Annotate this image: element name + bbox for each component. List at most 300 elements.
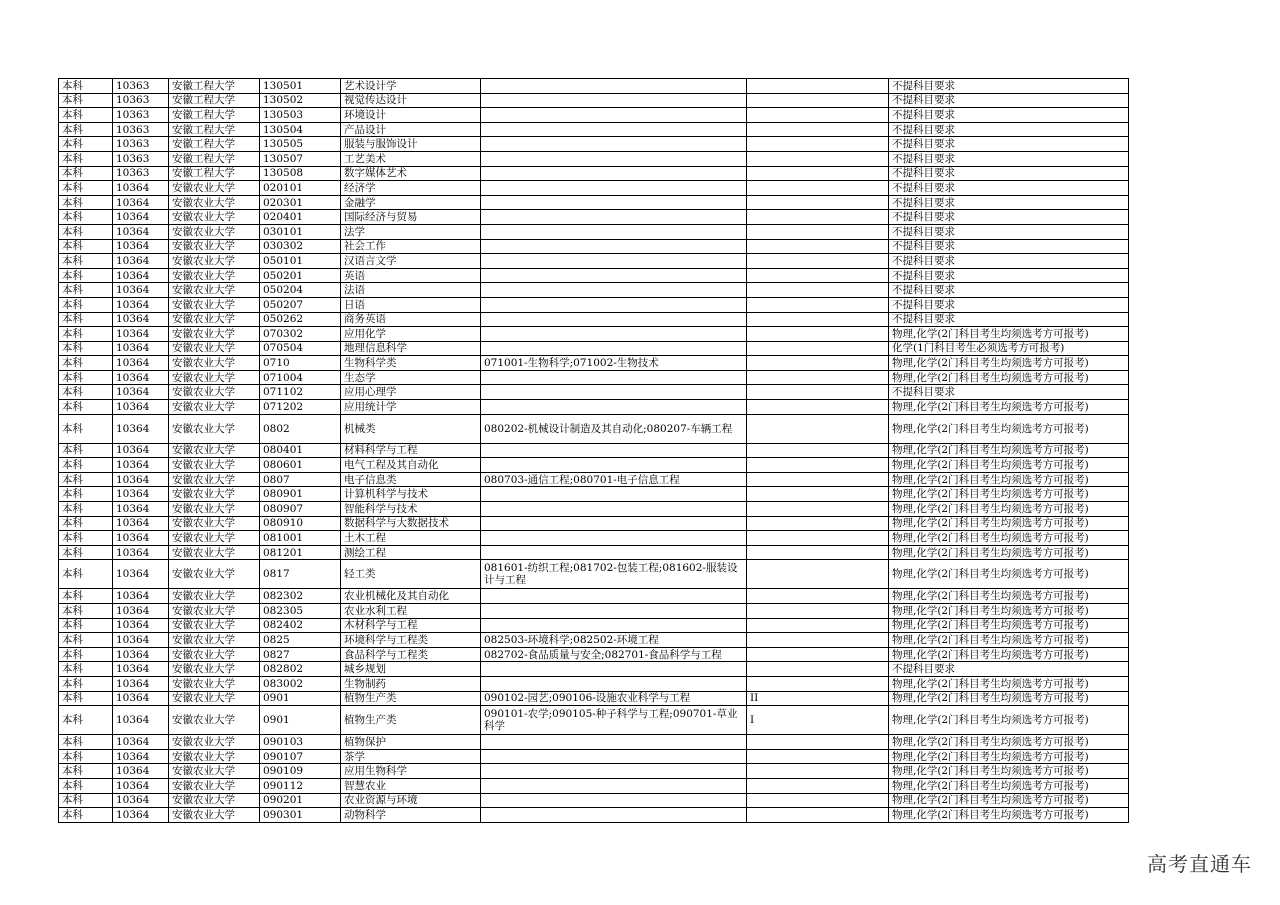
table-row — [59, 735, 1129, 750]
school-name-cell: 安徽农业大学 — [169, 181, 260, 196]
major-name-cell: 生物科学类 — [341, 356, 481, 371]
subject-requirement-cell: 物理,化学(2门科目考生均须选考方可报考) — [889, 414, 1129, 443]
table-row — [59, 283, 1129, 298]
group-cell — [747, 224, 889, 239]
subject-requirement-cell: 物理,化学(2门科目考生均须选考方可报考) — [889, 589, 1129, 604]
subject-requirement-cell: 不提科目要求 — [889, 283, 1129, 298]
school-code-cell: 10364 — [113, 181, 169, 196]
subject-requirement-cell: 物理,化学(2门科目考生均须选考方可报考) — [889, 604, 1129, 619]
group-cell — [747, 283, 889, 298]
school-name-cell: 安徽农业大学 — [169, 633, 260, 648]
subject-requirement-cell: 物理,化学(2门科目考生均须选考方可报考) — [889, 618, 1129, 633]
level-cell: 本科 — [59, 778, 113, 793]
major-name-cell: 金融学 — [341, 195, 481, 210]
school-name-cell: 安徽农业大学 — [169, 793, 260, 808]
group-cell — [747, 195, 889, 210]
table-row — [59, 356, 1129, 371]
group-cell — [747, 385, 889, 400]
table-row — [59, 604, 1129, 619]
major-code-cell: 0901 — [260, 691, 341, 706]
school-name-cell: 安徽农业大学 — [169, 808, 260, 823]
school-name-cell: 安徽农业大学 — [169, 749, 260, 764]
school-code-cell: 10363 — [113, 122, 169, 137]
school-name-cell: 安徽工程大学 — [169, 151, 260, 166]
included-majors-cell — [481, 268, 747, 283]
school-name-cell: 安徽农业大学 — [169, 618, 260, 633]
included-majors-cell — [481, 443, 747, 458]
school-name-cell: 安徽农业大学 — [169, 224, 260, 239]
group-cell — [747, 589, 889, 604]
school-code-cell: 10364 — [113, 502, 169, 517]
major-code-cell: 090201 — [260, 793, 341, 808]
subject-requirement-cell: 物理,化学(2门科目考生均须选考方可报考) — [889, 793, 1129, 808]
major-name-cell: 数字媒体艺术 — [341, 166, 481, 181]
school-code-cell: 10364 — [113, 414, 169, 443]
school-name-cell: 安徽农业大学 — [169, 341, 260, 356]
level-cell: 本科 — [59, 414, 113, 443]
school-name-cell: 安徽农业大学 — [169, 676, 260, 691]
subject-requirement-cell: 不提科目要求 — [889, 195, 1129, 210]
school-code-cell: 10364 — [113, 808, 169, 823]
major-name-cell: 农业资源与环境 — [341, 793, 481, 808]
table-row — [59, 647, 1129, 662]
subject-requirement-cell: 物理,化学(2门科目考生均须选考方可报考) — [889, 502, 1129, 517]
subject-requirement-cell: 物理,化学(2门科目考生均须选考方可报考) — [889, 735, 1129, 750]
school-code-cell: 10364 — [113, 487, 169, 502]
included-majors-cell — [481, 108, 747, 123]
major-name-cell: 应用心理学 — [341, 385, 481, 400]
major-code-cell: 130507 — [260, 151, 341, 166]
level-cell: 本科 — [59, 735, 113, 750]
level-cell: 本科 — [59, 137, 113, 152]
included-majors-cell — [481, 195, 747, 210]
table-row — [59, 79, 1129, 94]
major-code-cell: 083002 — [260, 676, 341, 691]
level-cell: 本科 — [59, 400, 113, 415]
level-cell: 本科 — [59, 341, 113, 356]
school-name-cell: 安徽工程大学 — [169, 122, 260, 137]
included-majors-cell — [481, 370, 747, 385]
group-cell — [747, 400, 889, 415]
table-row — [59, 122, 1129, 137]
school-code-cell: 10364 — [113, 618, 169, 633]
included-majors-cell — [481, 166, 747, 181]
table-row — [59, 166, 1129, 181]
school-name-cell: 安徽农业大学 — [169, 239, 260, 254]
subject-requirement-cell: 物理,化学(2门科目考生均须选考方可报考) — [889, 487, 1129, 502]
included-majors-cell — [481, 778, 747, 793]
table-row — [59, 676, 1129, 691]
included-majors-cell — [481, 808, 747, 823]
group-cell — [747, 239, 889, 254]
major-name-cell: 植物保护 — [341, 735, 481, 750]
major-name-cell: 国际经济与贸易 — [341, 210, 481, 225]
school-code-cell: 10364 — [113, 647, 169, 662]
school-code-cell: 10364 — [113, 749, 169, 764]
group-cell — [747, 297, 889, 312]
major-name-cell: 土木工程 — [341, 531, 481, 546]
group-cell — [747, 749, 889, 764]
school-name-cell: 安徽农业大学 — [169, 356, 260, 371]
major-code-cell: 082305 — [260, 604, 341, 619]
subject-requirement-cell: 物理,化学(2门科目考生均须选考方可报考) — [889, 778, 1129, 793]
group-cell — [747, 108, 889, 123]
major-name-cell: 社会工作 — [341, 239, 481, 254]
school-name-cell: 安徽农业大学 — [169, 706, 260, 735]
school-name-cell: 安徽农业大学 — [169, 327, 260, 342]
level-cell: 本科 — [59, 239, 113, 254]
school-code-cell: 10364 — [113, 210, 169, 225]
included-majors-cell — [481, 283, 747, 298]
group-cell — [747, 735, 889, 750]
group-cell — [747, 676, 889, 691]
level-cell: 本科 — [59, 516, 113, 531]
group-cell — [747, 764, 889, 779]
school-code-cell: 10364 — [113, 793, 169, 808]
group-cell — [747, 647, 889, 662]
school-name-cell: 安徽农业大学 — [169, 443, 260, 458]
table-row — [59, 195, 1129, 210]
group-cell — [747, 210, 889, 225]
group-cell — [747, 545, 889, 560]
table-row — [59, 808, 1129, 823]
level-cell: 本科 — [59, 531, 113, 546]
school-code-cell: 10364 — [113, 327, 169, 342]
included-majors-cell — [481, 764, 747, 779]
group-cell — [747, 604, 889, 619]
school-name-cell: 安徽农业大学 — [169, 268, 260, 283]
subject-requirement-cell: 不提科目要求 — [889, 224, 1129, 239]
included-majors-cell — [481, 735, 747, 750]
included-majors-cell: 081601-纺织工程;081702-包装工程;081602-服装设计与工程 — [481, 560, 747, 589]
school-code-cell: 10364 — [113, 604, 169, 619]
included-majors-cell — [481, 458, 747, 473]
table-row — [59, 516, 1129, 531]
table-row — [59, 414, 1129, 443]
major-code-cell: 0901 — [260, 706, 341, 735]
subject-requirement-cell: 物理,化学(2门科目考生均须选考方可报考) — [889, 327, 1129, 342]
group-cell — [747, 618, 889, 633]
subject-requirement-cell: 物理,化学(2门科目考生均须选考方可报考) — [889, 516, 1129, 531]
school-code-cell: 10364 — [113, 662, 169, 677]
group-cell — [747, 327, 889, 342]
school-code-cell: 10363 — [113, 137, 169, 152]
level-cell: 本科 — [59, 166, 113, 181]
major-code-cell: 020101 — [260, 181, 341, 196]
major-code-cell: 030101 — [260, 224, 341, 239]
subject-requirement-cell: 不提科目要求 — [889, 79, 1129, 94]
major-name-cell: 生态学 — [341, 370, 481, 385]
major-name-cell: 农业机械化及其自动化 — [341, 589, 481, 604]
subject-requirement-cell: 不提科目要求 — [889, 385, 1129, 400]
major-code-cell: 130508 — [260, 166, 341, 181]
school-name-cell: 安徽农业大学 — [169, 778, 260, 793]
school-code-cell: 10364 — [113, 545, 169, 560]
subject-requirement-cell: 物理,化学(2门科目考生均须选考方可报考) — [889, 458, 1129, 473]
table-body — [59, 79, 1129, 823]
school-code-cell: 10364 — [113, 283, 169, 298]
included-majors-cell — [481, 137, 747, 152]
school-code-cell: 10364 — [113, 706, 169, 735]
table-row — [59, 531, 1129, 546]
subject-requirement-cell: 物理,化学(2门科目考生均须选考方可报考) — [889, 749, 1129, 764]
major-code-cell: 082402 — [260, 618, 341, 633]
level-cell: 本科 — [59, 254, 113, 269]
school-code-cell: 10364 — [113, 312, 169, 327]
subject-requirement-cell: 不提科目要求 — [889, 239, 1129, 254]
major-name-cell: 经济学 — [341, 181, 481, 196]
table-row — [59, 662, 1129, 677]
included-majors-cell — [481, 618, 747, 633]
table-row — [59, 443, 1129, 458]
level-cell: 本科 — [59, 793, 113, 808]
school-code-cell: 10363 — [113, 108, 169, 123]
major-code-cell: 071202 — [260, 400, 341, 415]
group-cell — [747, 122, 889, 137]
school-code-cell: 10364 — [113, 443, 169, 458]
major-code-cell: 090107 — [260, 749, 341, 764]
school-name-cell: 安徽农业大学 — [169, 385, 260, 400]
school-code-cell: 10364 — [113, 400, 169, 415]
major-code-cell: 0802 — [260, 414, 341, 443]
group-cell — [747, 778, 889, 793]
included-majors-cell: 080703-通信工程;080701-电子信息工程 — [481, 472, 747, 487]
level-cell: 本科 — [59, 749, 113, 764]
subject-requirement-cell: 物理,化学(2门科目考生均须选考方可报考) — [889, 764, 1129, 779]
school-name-cell: 安徽农业大学 — [169, 195, 260, 210]
level-cell: 本科 — [59, 356, 113, 371]
included-majors-cell: 090101-农学;090105-种子科学与工程;090701-草业科学 — [481, 706, 747, 735]
subject-requirement-cell: 物理,化学(2门科目考生均须选考方可报考) — [889, 808, 1129, 823]
group-cell — [747, 268, 889, 283]
level-cell: 本科 — [59, 604, 113, 619]
table-row — [59, 400, 1129, 415]
group-cell — [747, 516, 889, 531]
school-name-cell: 安徽农业大学 — [169, 487, 260, 502]
major-code-cell: 050101 — [260, 254, 341, 269]
major-code-cell: 130503 — [260, 108, 341, 123]
subject-requirement-cell: 物理,化学(2门科目考生均须选考方可报考) — [889, 676, 1129, 691]
subject-requirement-cell: 物理,化学(2门科目考生均须选考方可报考) — [889, 647, 1129, 662]
major-name-cell: 木材科学与工程 — [341, 618, 481, 633]
subject-requirement-cell: 不提科目要求 — [889, 151, 1129, 166]
subject-requirement-cell: 不提科目要求 — [889, 297, 1129, 312]
school-name-cell: 安徽农业大学 — [169, 735, 260, 750]
school-name-cell: 安徽工程大学 — [169, 108, 260, 123]
major-code-cell: 050204 — [260, 283, 341, 298]
included-majors-cell — [481, 122, 747, 137]
subject-requirement-cell: 物理,化学(2门科目考生均须选考方可报考) — [889, 706, 1129, 735]
major-name-cell: 服装与服饰设计 — [341, 137, 481, 152]
included-majors-cell — [481, 589, 747, 604]
table-row — [59, 297, 1129, 312]
major-code-cell: 080910 — [260, 516, 341, 531]
major-code-cell: 080901 — [260, 487, 341, 502]
school-code-cell: 10364 — [113, 356, 169, 371]
school-code-cell: 10364 — [113, 560, 169, 589]
major-code-cell: 071004 — [260, 370, 341, 385]
subject-requirement-cell: 不提科目要求 — [889, 312, 1129, 327]
major-name-cell: 应用生物科学 — [341, 764, 481, 779]
school-code-cell: 10364 — [113, 268, 169, 283]
school-name-cell: 安徽农业大学 — [169, 312, 260, 327]
major-name-cell: 测绘工程 — [341, 545, 481, 560]
level-cell: 本科 — [59, 297, 113, 312]
school-code-cell: 10364 — [113, 297, 169, 312]
school-code-cell: 10364 — [113, 691, 169, 706]
major-code-cell: 090103 — [260, 735, 341, 750]
group-cell — [747, 487, 889, 502]
major-code-cell: 082302 — [260, 589, 341, 604]
level-cell: 本科 — [59, 618, 113, 633]
major-code-cell: 0817 — [260, 560, 341, 589]
major-name-cell: 轻工类 — [341, 560, 481, 589]
major-name-cell: 计算机科学与技术 — [341, 487, 481, 502]
major-name-cell: 机械类 — [341, 414, 481, 443]
group-cell — [747, 356, 889, 371]
major-code-cell: 080907 — [260, 502, 341, 517]
table-row — [59, 560, 1129, 589]
group-cell — [747, 472, 889, 487]
included-majors-cell — [481, 502, 747, 517]
table-row — [59, 210, 1129, 225]
school-code-cell: 10364 — [113, 778, 169, 793]
level-cell: 本科 — [59, 633, 113, 648]
major-name-cell: 汉语言文学 — [341, 254, 481, 269]
level-cell: 本科 — [59, 443, 113, 458]
subject-requirement-cell: 物理,化学(2门科目考生均须选考方可报考) — [889, 691, 1129, 706]
group-cell — [747, 79, 889, 94]
table-row — [59, 749, 1129, 764]
level-cell: 本科 — [59, 210, 113, 225]
major-name-cell: 茶学 — [341, 749, 481, 764]
table-row — [59, 472, 1129, 487]
school-name-cell: 安徽农业大学 — [169, 662, 260, 677]
group-cell — [747, 312, 889, 327]
group-cell: II — [747, 691, 889, 706]
group-cell — [747, 502, 889, 517]
major-code-cell: 070504 — [260, 341, 341, 356]
major-code-cell: 082802 — [260, 662, 341, 677]
subject-requirement-cell: 不提科目要求 — [889, 122, 1129, 137]
major-name-cell: 农业水利工程 — [341, 604, 481, 619]
table-row — [59, 312, 1129, 327]
table-row — [59, 137, 1129, 152]
level-cell: 本科 — [59, 151, 113, 166]
major-name-cell: 动物科学 — [341, 808, 481, 823]
subject-requirement-cell: 不提科目要求 — [889, 662, 1129, 677]
school-code-cell: 10364 — [113, 341, 169, 356]
major-name-cell: 数据科学与大数据技术 — [341, 516, 481, 531]
group-cell — [747, 560, 889, 589]
major-name-cell: 植物生产类 — [341, 691, 481, 706]
level-cell: 本科 — [59, 327, 113, 342]
major-name-cell: 城乡规划 — [341, 662, 481, 677]
school-name-cell: 安徽工程大学 — [169, 79, 260, 94]
level-cell: 本科 — [59, 647, 113, 662]
school-name-cell: 安徽农业大学 — [169, 516, 260, 531]
major-code-cell: 090109 — [260, 764, 341, 779]
group-cell — [747, 254, 889, 269]
major-code-cell: 020301 — [260, 195, 341, 210]
table-row — [59, 151, 1129, 166]
major-name-cell: 法语 — [341, 283, 481, 298]
included-majors-cell — [481, 210, 747, 225]
table-row — [59, 793, 1129, 808]
included-majors-cell — [481, 181, 747, 196]
included-majors-cell — [481, 487, 747, 502]
level-cell: 本科 — [59, 691, 113, 706]
school-code-cell: 10364 — [113, 633, 169, 648]
major-name-cell: 英语 — [341, 268, 481, 283]
major-name-cell: 地理信息科学 — [341, 341, 481, 356]
school-name-cell: 安徽农业大学 — [169, 472, 260, 487]
included-majors-cell — [481, 312, 747, 327]
table-row — [59, 385, 1129, 400]
major-name-cell: 应用统计学 — [341, 400, 481, 415]
major-code-cell: 071102 — [260, 385, 341, 400]
school-name-cell: 安徽工程大学 — [169, 137, 260, 152]
school-name-cell: 安徽农业大学 — [169, 254, 260, 269]
major-code-cell: 0825 — [260, 633, 341, 648]
table-row — [59, 224, 1129, 239]
major-name-cell: 应用化学 — [341, 327, 481, 342]
major-code-cell: 070302 — [260, 327, 341, 342]
included-majors-cell — [481, 676, 747, 691]
school-code-cell: 10363 — [113, 93, 169, 108]
subject-requirement-cell: 物理,化学(2门科目考生均须选考方可报考) — [889, 472, 1129, 487]
group-cell — [747, 181, 889, 196]
level-cell: 本科 — [59, 662, 113, 677]
subject-requirement-cell: 物理,化学(2门科目考生均须选考方可报考) — [889, 633, 1129, 648]
group-cell: I — [747, 706, 889, 735]
included-majors-cell — [481, 79, 747, 94]
included-majors-cell — [481, 400, 747, 415]
table-row — [59, 239, 1129, 254]
school-name-cell: 安徽农业大学 — [169, 560, 260, 589]
table-row — [59, 691, 1129, 706]
school-name-cell: 安徽农业大学 — [169, 283, 260, 298]
included-majors-cell — [481, 793, 747, 808]
school-code-cell: 10363 — [113, 166, 169, 181]
subject-requirement-cell: 物理,化学(2门科目考生均须选考方可报考) — [889, 356, 1129, 371]
table-row — [59, 545, 1129, 560]
level-cell: 本科 — [59, 502, 113, 517]
level-cell: 本科 — [59, 385, 113, 400]
group-cell — [747, 414, 889, 443]
table-row — [59, 458, 1129, 473]
school-code-cell: 10363 — [113, 151, 169, 166]
school-code-cell: 10364 — [113, 472, 169, 487]
major-code-cell: 050201 — [260, 268, 341, 283]
group-cell — [747, 341, 889, 356]
school-code-cell: 10364 — [113, 516, 169, 531]
subject-requirement-cell: 不提科目要求 — [889, 108, 1129, 123]
major-name-cell: 环境设计 — [341, 108, 481, 123]
subject-requirement-cell: 不提科目要求 — [889, 93, 1129, 108]
major-code-cell: 080401 — [260, 443, 341, 458]
major-name-cell: 电子信息类 — [341, 472, 481, 487]
school-name-cell: 安徽农业大学 — [169, 400, 260, 415]
school-code-cell: 10364 — [113, 735, 169, 750]
subject-requirement-cell: 物理,化学(2门科目考生均须选考方可报考) — [889, 443, 1129, 458]
group-cell — [747, 793, 889, 808]
level-cell: 本科 — [59, 181, 113, 196]
school-code-cell: 10364 — [113, 254, 169, 269]
major-code-cell: 050207 — [260, 297, 341, 312]
level-cell: 本科 — [59, 93, 113, 108]
school-name-cell: 安徽农业大学 — [169, 458, 260, 473]
